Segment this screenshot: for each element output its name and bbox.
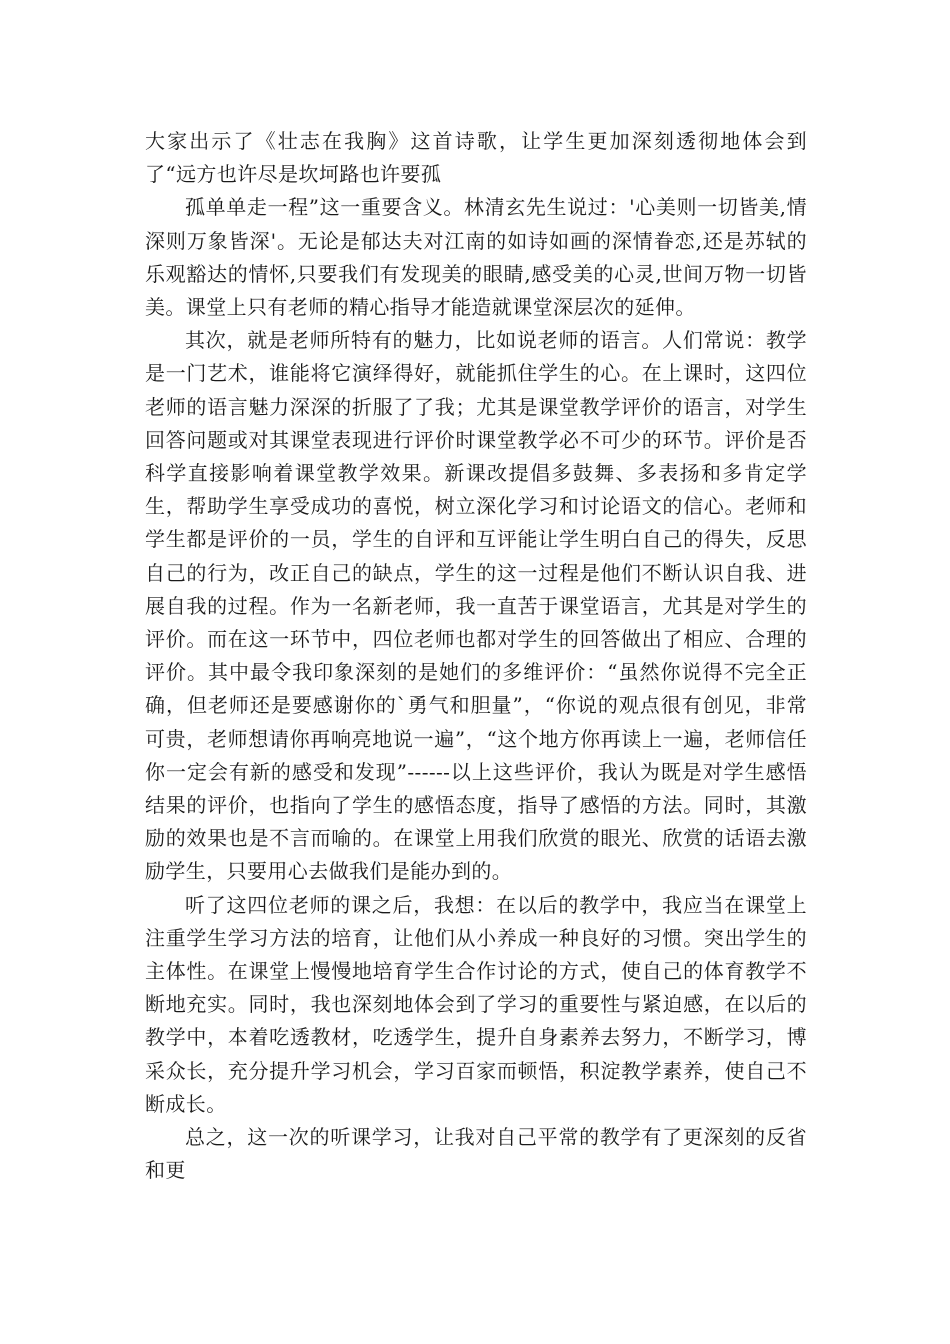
paragraph-conclusion: 总之，这一次的听课学习，让我对自己平常的教学有了更深刻的反省和更 xyxy=(145,1125,807,1183)
paragraph-teacher-language: 其次，就是老师所特有的魅力，比如说老师的语言。人们常说：教学是一门艺术，谁能将它演绎得好，就能抓住学生的心。在上课时，这四位老师的语言魅力深深的折服了了我；尤其是课堂教学评价的语言，对学生回答问题或对其课堂表现进行评价时课堂教学必不可少的环节。评价是否科学直接影响着课堂教学效果。新课改提倡多鼓舞、多表扬和多肯定学生，帮助学生享受成功的喜悦，树立深化学习和讨论语文的信心。老师和学生都是评价的一员，学生的自评和互评能让学生明白自己的得失，反思自己的行为，改正自己的缺点，学生的这一过程是他们不断认识自我、进展自我的过程。作为一名新老师，我一直苦于课堂语言，尤其是对学生的评价。而在这一环节中，四位老师也都对学生的回答做出了相应、合理的评价。其中最令我印象深刻的是她们的多维评价：“虽然你说得不完全正确，但老师还是要感谢你的`勇气和胆量”，“你说的观点很有创见，非常可贵，老师想请你再响亮地说一遍”，“这个地方你再读上一遍，老师信任你一定会有新的感受和发现”------以上这些评价，我认为既是对学生感悟结果的评价，也指向了学生的感悟态度，指导了感悟的方法。同时，其激励的效果也是不言而喻的。在课堂上用我们欣赏的眼光、欣赏的话语去激励学生，只要用心去做我们是能办到的。 xyxy=(145,328,807,884)
paragraph-reflection: 听了这四位老师的课之后，我想：在以后的教学中，我应当在课堂上注重学生学习方法的培育，让他们从小养成一种良好的习惯。突出学生的主体性。在课堂上慢慢地培育学生合作讨论的方式，使自己的体育教学不断地充实。同时，我也深刻地体会到了学习的重要性与紧迫感，在以后的教学中，本着吃透教材，吃透学生，提升自身素养去努力，不断学习，博采众长，充分提升学习机会，学习百家而顿悟，积淀教学素养，使自己不断成长。 xyxy=(145,892,807,1116)
document-body xyxy=(145,125,807,1188)
paragraph-continuation: 大家出示了《壮志在我胸》这首诗歌，让学生更加深刻透彻地体会到了“远方也许尽是坎坷路也许要孤 xyxy=(145,129,807,187)
paragraph-lin-qingxuan-quote: 孤单单走一程”这一重要含义。林清玄先生说过：'心美则一切皆美,情深则万象皆深'。无论是郁达夫对江南的如诗如画的深情眷恋,还是苏轼的乐观豁达的情怀,只要我们有发现美的眼睛,感受美的心灵,世间万物一切皆美。课堂上只有老师的精心指导才能造就课堂深层次的延伸。 xyxy=(145,195,807,320)
